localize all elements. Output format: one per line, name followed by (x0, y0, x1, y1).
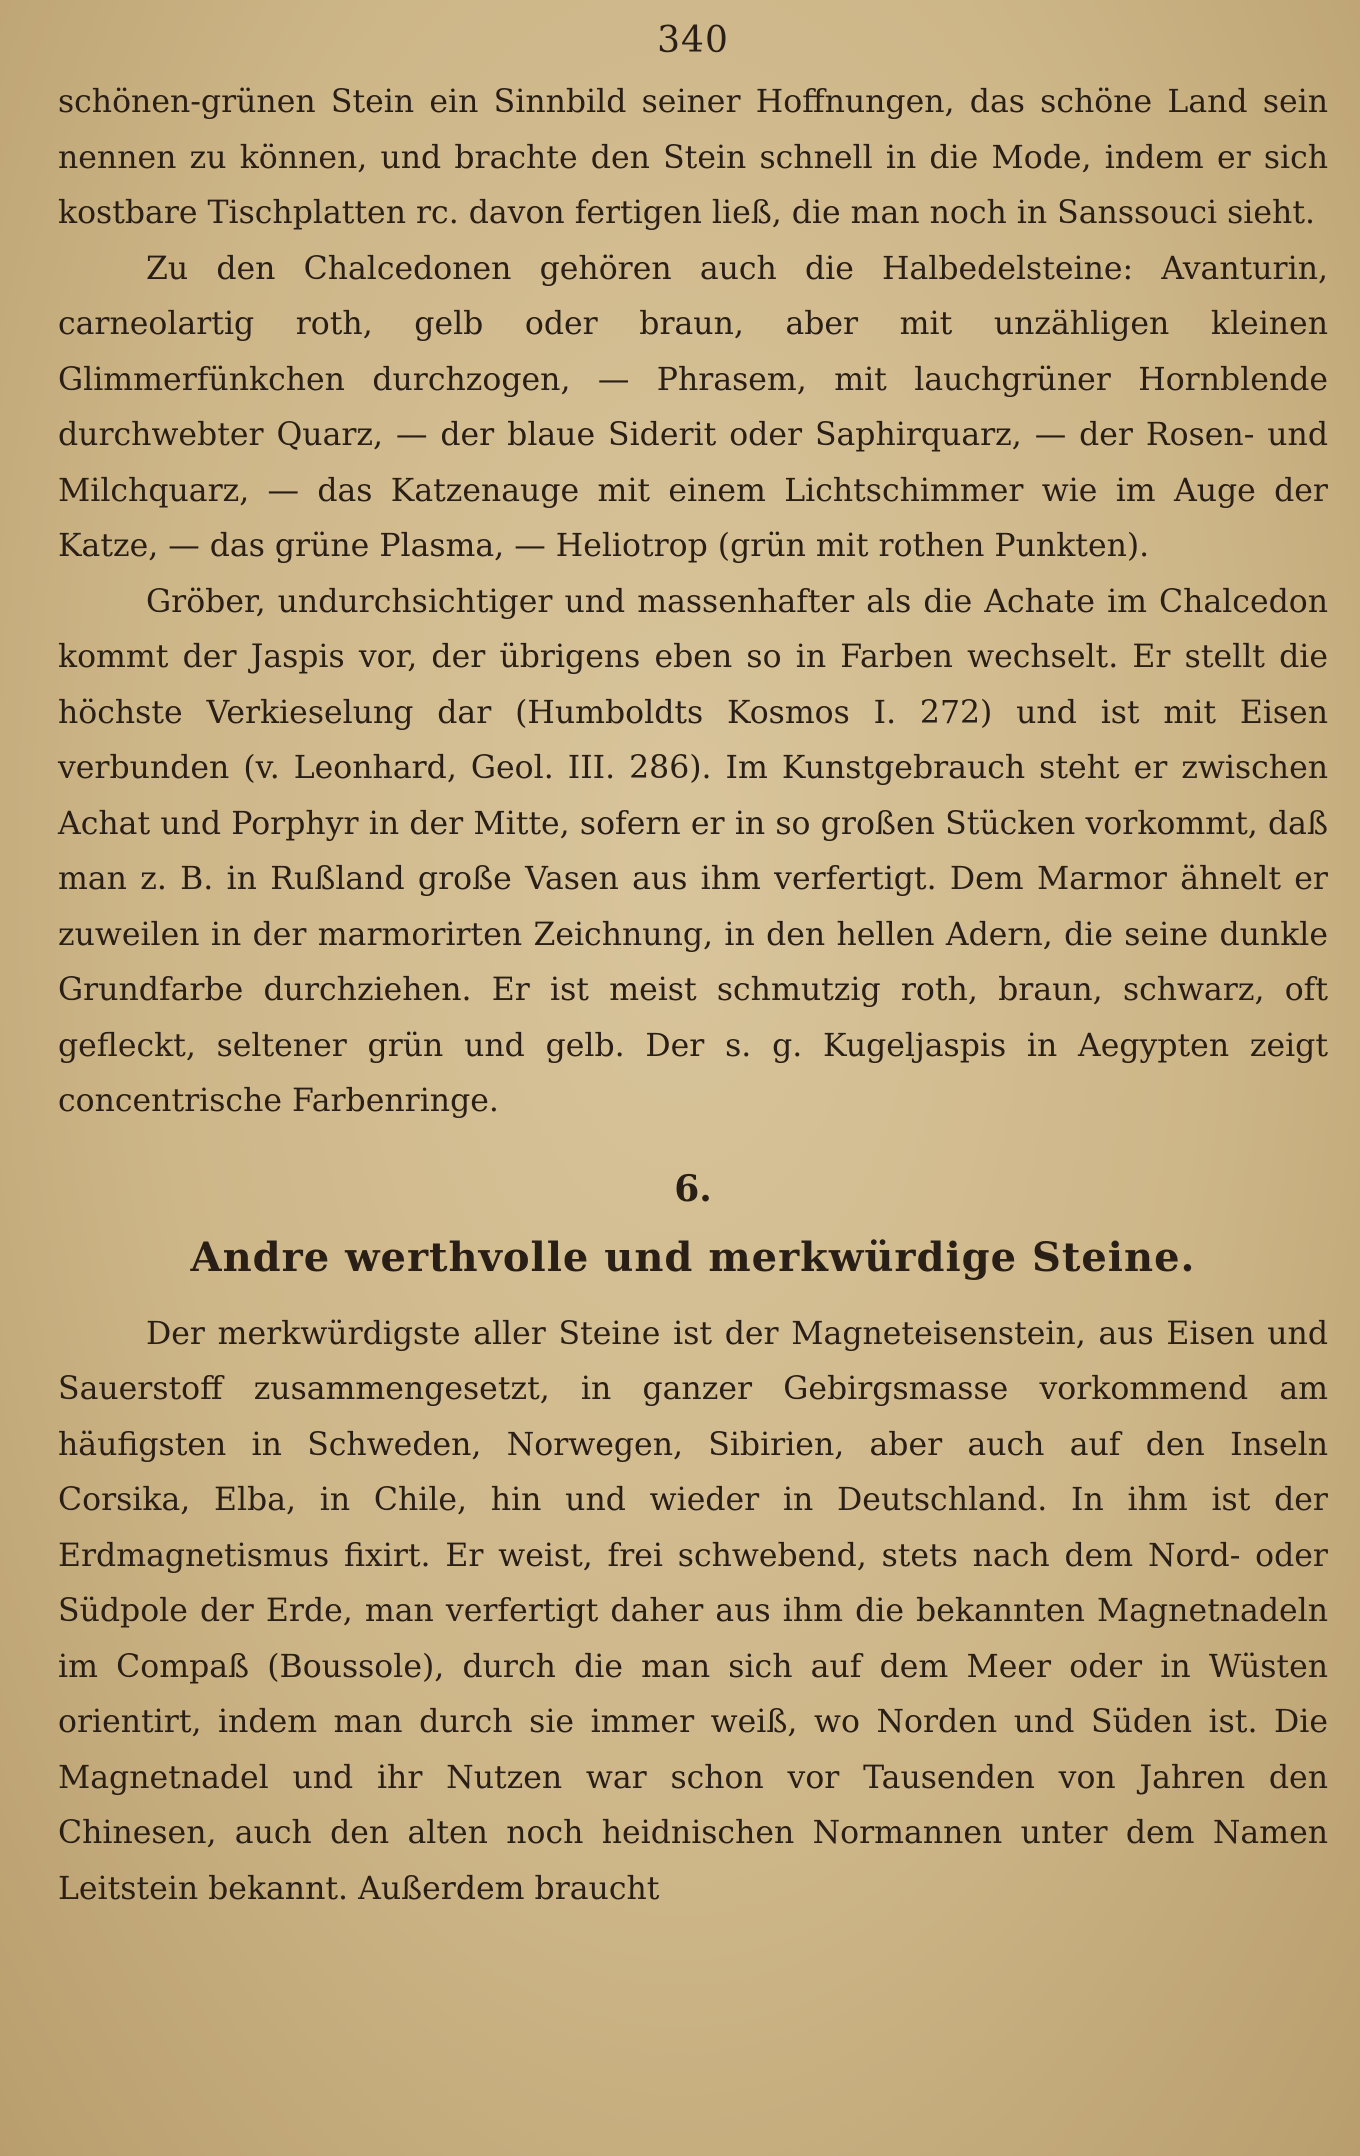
paragraph-continuation: schönen-grünen Stein ein Sinnbild seiner Hoffnungen, das schöne Land sein nennen zu können, und brachte den Stein schnell in die Mode, indem er sich kostbare Tischplatten rc. davon fertigen ließ, die man noch in Sanssouci sieht. (58, 84, 1328, 231)
paragraph-chalcedon: Zu den Chalcedonen gehören auch die Halbedelsteine: Avanturin, carneolartig roth, gelb oder braun, aber mit unzähligen kleinen Glimmerfünkchen durchzogen, — Phrasem, mit lauchgrüner Hornblende durchwebter Quarz, — der blaue Siderit oder Saphirquarz, — der Rosen- und Milchquarz, — das Katzenauge mit einem Lichtschimmer wie im Auge der Katze, — das grüne Plasma, — Heliotrop (grün mit rothen Punkten). (58, 250, 1328, 564)
paragraph-magneteisenstein: Der merkwürdigste aller Steine ist der Magneteisenstein, aus Eisen und Sauerstoff zusammengesetzt, in ganzer Gebirgsmasse vorkommend am häufigsten in Schweden, Norwegen, Sibirien, aber auch auf den Inseln Corsika, Elba, in Chile, hin und wieder in Deutschland. In ihm ist der Erdmagnetismus fixirt. Er weist, frei schwebend, stets nach dem Nord- oder Südpole der Erde, man verfertigt daher aus ihm die bekannten Magnetnadeln im Compaß (Boussole), durch die man sich auf dem Meer oder in Wüsten orientirt, indem man durch sie immer weiß, wo Norden und Süden ist. Die Magnetnadel und ihr Nutzen war schon vor Tausenden von Jahren den Chinesen, auch den alten noch heidnischen Normannen unter dem Namen Leitstein bekannt. Außerdem braucht (58, 1315, 1328, 1907)
page-number: 340 (657, 20, 729, 61)
section-number: 6. (674, 1167, 712, 1210)
section-title: Andre werthvolle und merkwürdige Steine. (190, 1233, 1196, 1281)
paragraph-jaspis: Gröber, undurchsichtiger und massenhafter als die Achate im Chalcedon kommt der Jaspis vor, der übrigens eben so in Farben wechselt. Er stellt die höchste Verkieselung dar (Humboldts Kosmos I. 272) und ist mit Eisen verbunden (v. Leonhard, Geol. III. 286). Im Kunstgebrauch steht er zwischen Achat und Porphyr in der Mitte, sofern er in so großen Stücken vorkommt, daß man z. B. in Rußland große Vasen aus ihm verfertigt. Dem Marmor ähnelt er zuweilen in der marmorirten Zeichnung, in den hellen Adern, die seine dunkle Grundfarbe durchziehen. Er ist meist schmutzig roth, braun, schwarz, oft gefleckt, seltener grün und gelb. Der s. g. Kugeljaspis in Aegypten zeigt concentrische Farbenringe. (58, 583, 1328, 1119)
